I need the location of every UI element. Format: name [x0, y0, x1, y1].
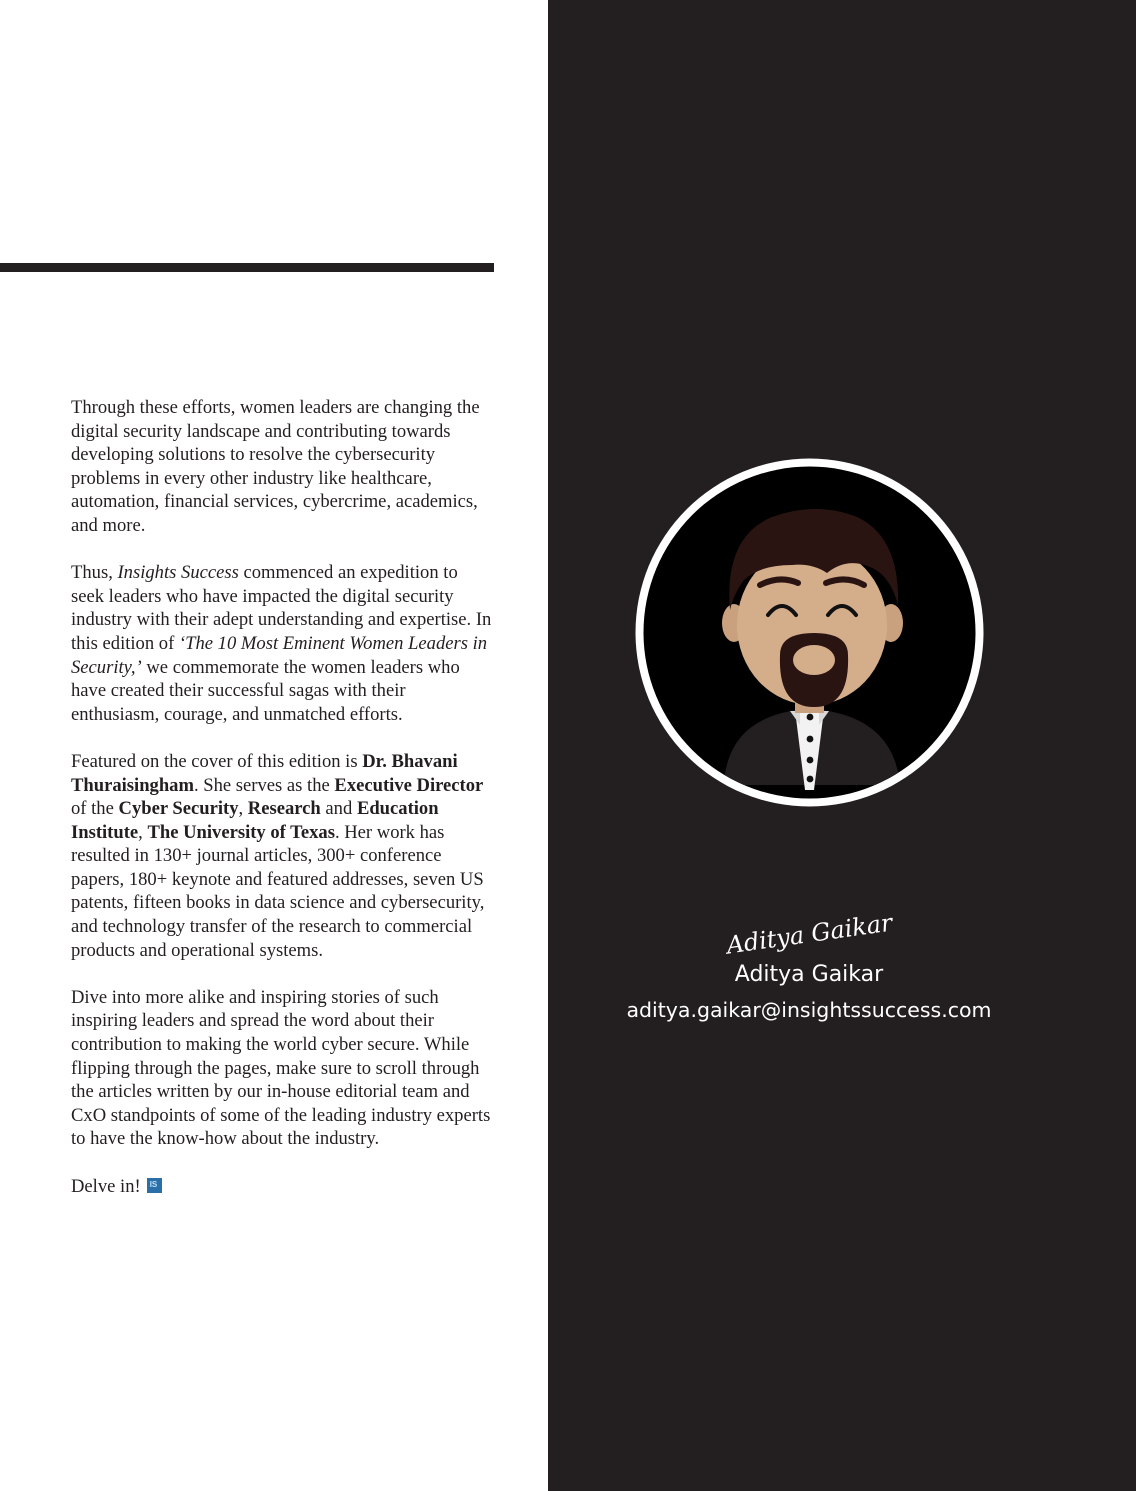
editorial-body [71, 396, 495, 1222]
org-name-part-2: Research [247, 798, 321, 820]
logo-letters: IS [149, 1179, 158, 1189]
paragraph-3-text-a: Featured on the cover of this edition is [71, 750, 363, 772]
paragraph-1-text: Through these efforts, women leaders are changing the digital security landscape and contributing towards developing solutions to resolve the cybersecurity problems in every other industry like healthcare, automation, financial services, cybercrime, academics, and more. [71, 397, 480, 536]
paragraph-3-text-b: . She serves as the [193, 774, 335, 796]
paragraph-2-text-b: commenced an expedition to seek leaders who have impacted the digital security industry with their adept understanding and expertise. In this edition of [71, 562, 492, 654]
paragraph-3 [71, 750, 495, 962]
paragraph-3-text-c: of the [71, 798, 119, 820]
signature-icon [700, 898, 920, 968]
paragraph-3-text-d: , [238, 798, 248, 820]
paragraph-3-text-e: and [320, 798, 357, 820]
paragraph-3-text-g: . Her work has resulted in 130+ journal articles, 300+ conference papers, 180+ keynote and featured addresses, seven US patents, fifteen books in data science and cybersecurity, and technology transfer of the research to commercial products and operational systems. [71, 821, 485, 961]
closing-line [71, 1175, 495, 1199]
paragraph-4 [71, 986, 495, 1151]
magazine-name: Insights Success [117, 562, 239, 584]
editor-email[interactable]: aditya.gaikar@insightssuccess.com [626, 998, 992, 1022]
paragraph-4-text: Dive into more alike and inspiring stories of such inspiring leaders and spread the word about their contribution to making the world cyber secure. While flipping through the pages, make sure to scroll through the articles written by our in-house editorial team and CxO standpoints of some of the leading industry experts to have the know-how about the industry. [71, 986, 491, 1150]
signature-text: Aditya Gaikar [724, 908, 895, 960]
insights-success-logo-icon [147, 1178, 162, 1193]
cover-person-title: Executive Director [334, 774, 484, 796]
paragraph-1 [71, 396, 495, 538]
editor-name: Aditya Gaikar [734, 962, 884, 987]
paragraph-3-text-f: , [138, 821, 148, 843]
closing-text: Delve in! [71, 1175, 141, 1197]
university-name: The University of Texas [147, 821, 335, 843]
paragraph-2-text-a: Thus, [71, 562, 118, 584]
org-name-part-3: Education Institute [71, 798, 439, 843]
paragraph-2-text-c: we commemorate the women leaders who have created their successful sagas with their enthusiasm, courage, and unmatched efforts. [71, 656, 460, 725]
section-rule [0, 263, 494, 272]
org-name-part-1: Cyber Security [118, 798, 239, 820]
editor-avatar-icon [632, 455, 987, 810]
left-column [0, 0, 548, 1491]
edition-title: ‘The 10 Most Eminent Women Leaders in Security,’ [71, 632, 488, 678]
cover-person-name: Dr. Bhavani Thuraisingham [71, 750, 458, 796]
paragraph-2 [71, 561, 495, 726]
